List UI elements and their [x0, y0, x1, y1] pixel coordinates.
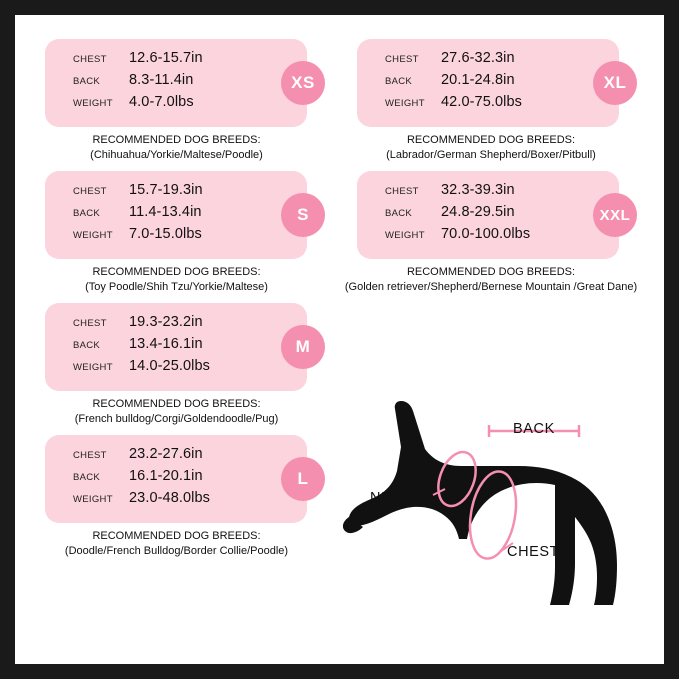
measurement-label: BACK	[73, 76, 101, 87]
recommended-breeds	[29, 265, 324, 295]
measurement-value: 12.6-15.7in	[129, 50, 203, 66]
measurement-value: 20.1-24.8in	[441, 72, 515, 88]
measurement-label: WEIGHT	[73, 362, 113, 373]
breeds-title: RECOMMENDED DOG BREEDS:	[406, 134, 576, 146]
breeds-title: RECOMMENDED DOG BREEDS:	[406, 266, 576, 278]
size-block-s	[29, 171, 329, 295]
size-block-xs	[29, 39, 329, 163]
measurement-label: CHEST	[73, 186, 107, 197]
measurement-lines	[341, 367, 653, 647]
measurement-label: BACK	[385, 208, 413, 219]
measurement-label: WEIGHT	[385, 230, 425, 241]
recommended-breeds	[341, 133, 641, 163]
size-column-left	[29, 39, 329, 567]
breeds-list: (Labrador/German Shepherd/Boxer/Pitbull)	[386, 149, 596, 161]
size-badge: S	[281, 193, 325, 237]
size-chart-sheet	[15, 15, 664, 664]
measurement-value: 70.0-100.0lbs	[441, 226, 531, 242]
measurement-row	[45, 490, 307, 512]
measurement-label: WEIGHT	[73, 230, 113, 241]
measurement-row	[45, 468, 307, 490]
size-badge: L	[281, 457, 325, 501]
breeds-title: RECOMMENDED DOG BREEDS:	[92, 134, 261, 146]
size-chart-columns	[15, 15, 664, 664]
measurement-label: CHEST	[73, 54, 107, 65]
measurement-label: BACK	[73, 340, 101, 351]
measurement-value: 23.2-27.6in	[129, 446, 203, 462]
measurement-row	[45, 50, 307, 72]
measurement-value: 15.7-19.3in	[129, 182, 203, 198]
measurement-label: WEIGHT	[73, 98, 113, 109]
size-block-l	[29, 435, 329, 559]
measurement-value: 23.0-48.0lbs	[129, 490, 211, 506]
measurement-value: 13.4-16.1in	[129, 336, 203, 352]
recommended-breeds	[29, 133, 324, 163]
breeds-title: RECOMMENDED DOG BREEDS:	[92, 266, 261, 278]
measurement-value: 27.6-32.3in	[441, 50, 515, 66]
measurement-row	[45, 336, 307, 358]
recommended-breeds	[341, 265, 641, 295]
neck-label: NECK	[370, 490, 413, 506]
measurement-row	[357, 50, 619, 72]
measurement-row	[45, 314, 307, 336]
size-badge: XS	[281, 61, 325, 105]
measurement-row	[45, 226, 307, 248]
measurement-label: CHEST	[73, 450, 107, 461]
size-card	[45, 303, 311, 391]
breeds-title: RECOMMENDED DOG BREEDS:	[92, 398, 261, 410]
measurement-label: BACK	[73, 472, 101, 483]
measurement-row	[357, 94, 619, 116]
size-badge: M	[281, 325, 325, 369]
measurement-value: 16.1-20.1in	[129, 468, 203, 484]
size-block-xl	[341, 39, 651, 163]
measurement-label: CHEST	[385, 54, 419, 65]
measurement-label: CHEST	[385, 186, 419, 197]
measurement-label: CHEST	[73, 318, 107, 329]
breeds-list: (Doodle/French Bulldog/Border Collie/Poodle)	[64, 545, 289, 557]
measurement-row	[45, 204, 307, 226]
size-card	[357, 171, 631, 259]
measurement-value: 42.0-75.0lbs	[441, 94, 523, 110]
measurement-value: 14.0-25.0lbs	[129, 358, 211, 374]
measurement-row	[357, 204, 619, 226]
size-block-xxl	[341, 171, 651, 295]
measurement-value: 32.3-39.3in	[441, 182, 515, 198]
dog-measurement-diagram	[341, 367, 653, 647]
recommended-breeds	[29, 397, 324, 427]
size-card	[45, 171, 307, 259]
size-badge: XL	[593, 61, 637, 105]
measurement-value: 8.3-11.4in	[129, 72, 194, 88]
measurement-label: WEIGHT	[385, 98, 425, 109]
size-badge: XXL	[593, 193, 637, 237]
measurement-row	[357, 226, 619, 248]
size-card	[45, 39, 315, 127]
measurement-row	[357, 72, 619, 94]
measurement-row	[45, 72, 307, 94]
breeds-list: (French bulldog/Corgi/Goldendoodle/Pug)	[74, 413, 279, 425]
measurement-value: 11.4-13.4in	[129, 204, 202, 220]
measurement-value: 7.0-15.0lbs	[129, 226, 202, 242]
breeds-list: (Chihuahua/Yorkie/Maltese/Poodle)	[90, 149, 263, 161]
measurement-label: BACK	[73, 208, 101, 219]
measurement-row	[45, 182, 307, 204]
measurement-row	[45, 358, 307, 380]
measurement-row	[357, 182, 619, 204]
breeds-list: (Golden retriever/Shepherd/Bernese Mountain /Great Dane)	[344, 281, 638, 293]
measurement-label: WEIGHT	[73, 494, 113, 505]
breeds-list: (Toy Poodle/Shih Tzu/Yorkie/Maltese)	[85, 281, 268, 293]
measurement-row	[45, 446, 307, 468]
back-label: BACK	[513, 421, 555, 437]
recommended-breeds	[29, 529, 324, 559]
measurement-row	[45, 94, 307, 116]
size-column-right	[341, 39, 651, 303]
size-block-m	[29, 303, 329, 427]
measurement-value: 4.0-7.0lbs	[129, 94, 194, 110]
size-card	[357, 39, 627, 127]
measurement-value: 24.8-29.5in	[441, 204, 515, 220]
neck-measure-ellipse	[431, 447, 482, 511]
chest-label: CHEST	[507, 544, 560, 560]
measurement-label: BACK	[385, 76, 413, 87]
measurement-value: 19.3-23.2in	[129, 314, 203, 330]
size-card	[45, 435, 307, 523]
breeds-title: RECOMMENDED DOG BREEDS:	[92, 530, 261, 542]
